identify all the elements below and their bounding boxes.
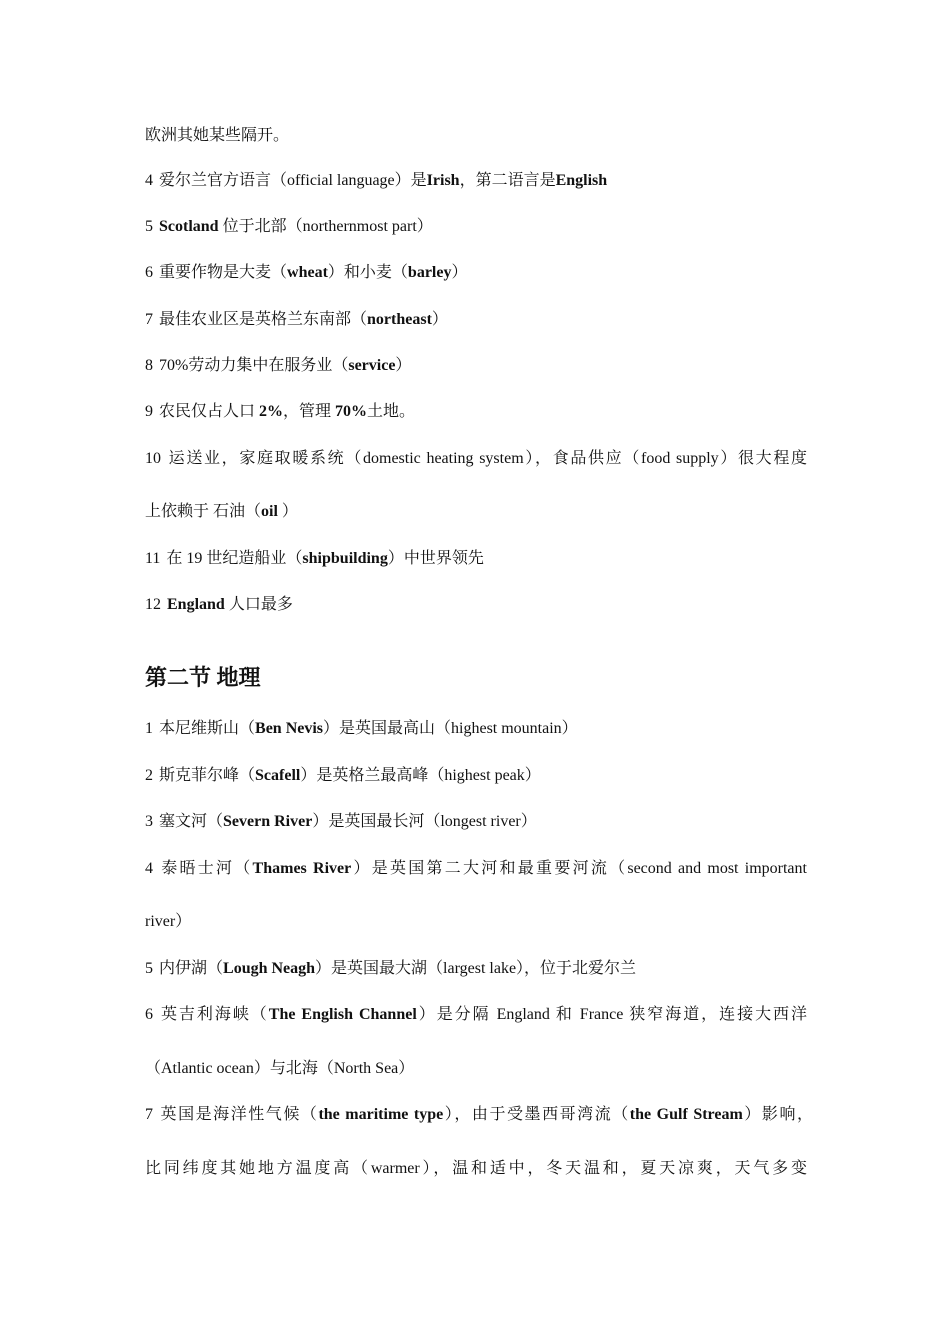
bold-term: Scotland xyxy=(159,218,219,235)
bold-term: Severn River xyxy=(223,813,313,830)
geo-item-5 xyxy=(145,958,636,980)
text: 最佳农业区是英格兰东南部（ xyxy=(159,311,368,328)
bold-term: 70% xyxy=(335,403,368,420)
geo-item-7-continuation xyxy=(145,1158,807,1180)
list-item-6 xyxy=(145,262,467,284)
text: 70%劳动力集中在服务业（ xyxy=(159,357,349,374)
geo-item-4 xyxy=(145,858,807,880)
text: ） xyxy=(451,264,468,281)
text: 上依赖于 石油（ xyxy=(145,503,262,520)
bold-term: service xyxy=(348,357,396,374)
item-number: 6 xyxy=(145,264,153,281)
geo-item-7 xyxy=(145,1104,813,1126)
text: ）是英国最大湖（largest lake），位于北爱尔兰 xyxy=(315,960,637,977)
bold-term: wheat xyxy=(287,264,328,281)
geo-item-1 xyxy=(145,718,578,740)
item-number: 1 xyxy=(145,720,153,737)
geo-item-6 xyxy=(145,1004,807,1026)
text: 泰晤士河（ xyxy=(159,860,253,877)
item-number: 4 xyxy=(145,172,153,189)
bold-term: oil xyxy=(261,503,278,520)
text: river） xyxy=(145,913,192,930)
text: ） xyxy=(277,503,298,520)
text: 本尼维斯山（ xyxy=(159,720,256,737)
text: ）是英国最长河（longest river） xyxy=(312,813,537,830)
bold-term: northeast xyxy=(367,311,432,328)
list-item-4 xyxy=(145,170,607,192)
text: 斯克菲尔峰（ xyxy=(159,767,256,784)
geo-item-2 xyxy=(145,765,541,787)
text: 爱尔兰官方语言（official language）是 xyxy=(159,172,427,189)
text: ，管理 xyxy=(283,403,332,420)
text: 英国是海洋性气候（ xyxy=(159,1106,319,1123)
text: 塞文河（ xyxy=(159,813,224,830)
text: 位于北部（northernmost part） xyxy=(222,218,433,235)
text: 人口最多 xyxy=(228,596,293,613)
list-item-11 xyxy=(145,548,484,570)
text: （Atlantic ocean）与北海（North Sea） xyxy=(145,1060,415,1077)
bold-term: shipbuilding xyxy=(302,550,388,567)
text: ）是英格兰最高峰（highest peak） xyxy=(300,767,541,784)
text: 欧洲其她某些隔开。 xyxy=(145,127,290,144)
bold-term: England xyxy=(167,596,225,613)
geo-item-3 xyxy=(145,811,537,833)
item-number: 12 xyxy=(145,596,161,613)
text: ）中世界领先 xyxy=(387,550,484,567)
list-item-10-continuation xyxy=(145,501,298,523)
item-number: 11 xyxy=(145,550,161,567)
bold-term: Irish xyxy=(426,172,460,189)
bold-term: Lough Neagh xyxy=(223,960,316,977)
item-number: 6 xyxy=(145,1006,153,1023)
text: ）是分隔 England 和 France 狭窄海道，连接大西洋 xyxy=(416,1006,807,1023)
bold-term: the Gulf Stream xyxy=(629,1106,743,1123)
list-item-7 xyxy=(145,309,448,331)
section-heading: 第二节 地理 xyxy=(145,665,261,690)
text: 重要作物是大麦（ xyxy=(159,264,288,281)
text: ）和小麦（ xyxy=(327,264,408,281)
text: ），由于受墨西哥湾流（ xyxy=(443,1106,630,1123)
text: 在 19 世纪造船业（ xyxy=(166,550,303,567)
item-number: 7 xyxy=(145,311,153,328)
item-number: 7 xyxy=(145,1106,153,1123)
text: 内伊湖（ xyxy=(159,960,224,977)
paragraph-continuation xyxy=(145,125,289,147)
bold-term: Scafell xyxy=(255,767,301,784)
bold-term: 2% xyxy=(259,403,284,420)
geo-item-6-continuation xyxy=(145,1058,414,1080)
bold-term: The English Channel xyxy=(268,1006,417,1023)
item-number: 4 xyxy=(145,860,153,877)
bold-term: English xyxy=(555,172,608,189)
list-item-8 xyxy=(145,355,411,377)
text: ） xyxy=(431,311,448,328)
text: 农民仅占人口 xyxy=(159,403,256,420)
text: 比同纬度其她地方温度高（warmer），温和适中，冬天温和，夏天凉爽，天气多变 xyxy=(145,1160,807,1177)
item-number: 2 xyxy=(145,767,153,784)
bold-term: Thames River xyxy=(252,860,352,877)
text: 英吉利海峡（ xyxy=(159,1006,269,1023)
bold-term: the maritime type xyxy=(318,1106,444,1123)
text: ）影响， xyxy=(742,1106,813,1123)
item-number: 5 xyxy=(145,960,153,977)
text: ） xyxy=(395,357,412,374)
item-number: 10 xyxy=(145,450,161,467)
text: ）是英国第二大河和最重要河流（second and most important xyxy=(351,860,807,877)
list-item-12 xyxy=(145,594,293,616)
item-number: 5 xyxy=(145,218,153,235)
item-number: 9 xyxy=(145,403,153,420)
geo-item-4-continuation xyxy=(145,911,191,933)
bold-term: barley xyxy=(407,264,452,281)
text: ，第二语言是 xyxy=(459,172,556,189)
list-item-10 xyxy=(145,448,807,470)
item-number: 3 xyxy=(145,813,153,830)
bold-term: Ben Nevis xyxy=(255,720,324,737)
list-item-5 xyxy=(145,216,433,238)
list-item-9 xyxy=(145,401,415,423)
text: 运送业，家庭取暖系统（domestic heating system），食品供应（food supply）很大程度 xyxy=(167,450,807,467)
text: ）是英国最高山（highest mountain） xyxy=(323,720,578,737)
item-number: 8 xyxy=(145,357,153,374)
text: 土地。 xyxy=(367,403,416,420)
